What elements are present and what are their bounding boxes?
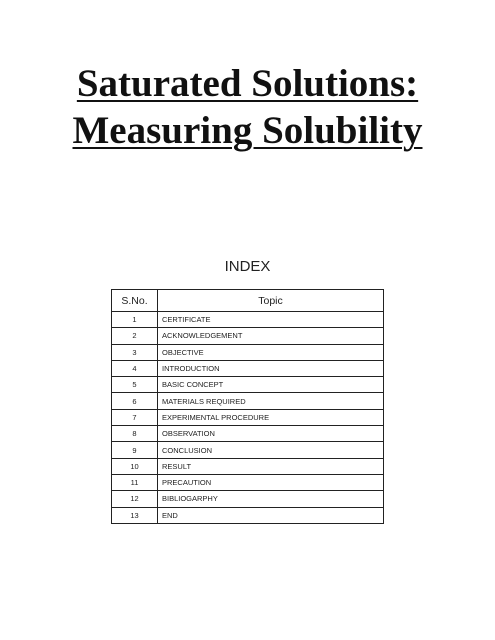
row-sno: 8 bbox=[112, 426, 158, 442]
table-row bbox=[112, 360, 384, 376]
row-sno: 10 bbox=[112, 458, 158, 474]
row-topic: CONCLUSION bbox=[158, 442, 384, 458]
table-row bbox=[112, 409, 384, 425]
table-row bbox=[112, 442, 384, 458]
row-topic: BASIC CONCEPT bbox=[158, 377, 384, 393]
title-line-2: Measuring Solubility bbox=[72, 109, 423, 152]
column-header-topic: Topic bbox=[158, 290, 384, 312]
table-row bbox=[112, 474, 384, 490]
row-sno: 1 bbox=[112, 312, 158, 328]
row-sno: 13 bbox=[112, 507, 158, 523]
table-header-row bbox=[112, 290, 384, 312]
row-sno: 2 bbox=[112, 328, 158, 344]
table-row bbox=[112, 393, 384, 409]
table-row bbox=[112, 328, 384, 344]
row-sno: 11 bbox=[112, 474, 158, 490]
row-sno: 7 bbox=[112, 409, 158, 425]
row-topic: INTRODUCTION bbox=[158, 360, 384, 376]
row-topic: CERTIFICATE bbox=[158, 312, 384, 328]
row-sno: 3 bbox=[112, 344, 158, 360]
table-row bbox=[112, 426, 384, 442]
table-row bbox=[112, 377, 384, 393]
row-sno: 5 bbox=[112, 377, 158, 393]
row-topic: MATERIALS REQUIRED bbox=[158, 393, 384, 409]
table-row bbox=[112, 312, 384, 328]
row-topic: BIBLIOGARPHY bbox=[158, 491, 384, 507]
row-sno: 9 bbox=[112, 442, 158, 458]
row-topic: EXPERIMENTAL PROCEDURE bbox=[158, 409, 384, 425]
index-table bbox=[111, 289, 384, 524]
row-sno: 4 bbox=[112, 360, 158, 376]
table-row bbox=[112, 491, 384, 507]
row-topic: END bbox=[158, 507, 384, 523]
index-heading: INDEX bbox=[224, 258, 271, 275]
row-sno: 6 bbox=[112, 393, 158, 409]
column-header-sno: S.No. bbox=[112, 290, 158, 312]
row-topic: OBJECTIVE bbox=[158, 344, 384, 360]
row-topic: ACKNOWLEDGEMENT bbox=[158, 328, 384, 344]
table-row bbox=[112, 507, 384, 523]
row-topic: OBSERVATION bbox=[158, 426, 384, 442]
table-row bbox=[112, 344, 384, 360]
row-sno: 12 bbox=[112, 491, 158, 507]
row-topic: PRECAUTION bbox=[158, 474, 384, 490]
row-topic: RESULT bbox=[158, 458, 384, 474]
title-line-1: Saturated Solutions: bbox=[76, 62, 419, 105]
table-row bbox=[112, 458, 384, 474]
